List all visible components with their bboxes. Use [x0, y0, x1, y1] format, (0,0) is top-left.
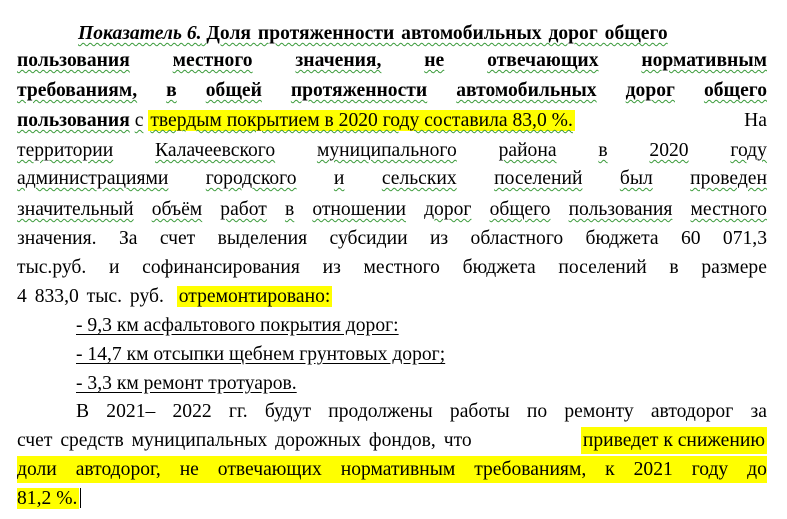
word: городского — [205, 168, 297, 189]
word: отношении — [312, 199, 406, 220]
word: ремонту — [564, 401, 634, 422]
highlight-repaired: отремонтировано: — [178, 286, 331, 307]
word: продолжены — [328, 401, 433, 422]
word: местного — [690, 199, 767, 220]
funds-text: счет средств муниципальных дорожных фондов, что — [17, 430, 472, 451]
word: не — [179, 459, 199, 480]
list-item-text: - 3,3 км ремонт тротуаров. — [76, 373, 297, 394]
word: значения, — [295, 50, 382, 71]
word: в — [598, 140, 608, 161]
word: году — [730, 140, 767, 161]
line4-tail: На — [744, 110, 767, 131]
paragraph2-line-3 — [17, 196, 767, 223]
paragraph2-line-6 — [17, 283, 767, 310]
word: отвечающих — [217, 459, 322, 480]
word: общего — [489, 199, 551, 220]
word: 2021– — [106, 401, 156, 422]
word: и — [108, 257, 120, 278]
word: по — [526, 401, 548, 422]
amount-text: 4 833,0 тыс. руб. — [17, 286, 164, 307]
list-item-text: - 14,7 км отсыпки щебнем грунтовых дорог; — [76, 344, 446, 365]
word: территории — [17, 140, 114, 161]
word: дорог — [625, 80, 675, 101]
paragraph2-line-5 — [17, 254, 767, 281]
word: нормативным — [340, 459, 456, 480]
word: муниципального — [316, 140, 457, 161]
paragraph1-line-3 — [17, 77, 767, 104]
text-cursor — [80, 488, 81, 508]
word: гг. — [228, 401, 248, 422]
paragraph3-line-4 — [17, 485, 767, 512]
word: выделения — [217, 228, 308, 249]
word: за — [750, 401, 767, 422]
word: дорог — [424, 199, 472, 220]
word: пользования — [17, 50, 130, 71]
word: счет — [159, 228, 196, 249]
paragraph1-line-1 — [78, 20, 767, 47]
paragraph2-line-2 — [17, 165, 767, 192]
word: сельских — [381, 168, 457, 189]
word: требованиям, — [474, 459, 587, 480]
word: бюджета — [462, 257, 536, 278]
word: из — [322, 257, 341, 278]
word: до — [747, 459, 767, 480]
paragraph1-line-2 — [17, 47, 767, 74]
list-item — [76, 312, 787, 339]
word: не — [424, 50, 445, 71]
word: района — [498, 140, 557, 161]
word: объём — [151, 199, 203, 220]
paragraph2-line-1 — [17, 137, 767, 164]
word: местного — [363, 257, 440, 278]
word: 2022 — [172, 401, 212, 422]
bold-usage-word: пользования — [17, 110, 130, 131]
word: областного — [470, 228, 564, 249]
word: бюджета — [585, 228, 659, 249]
word: поселений — [494, 168, 583, 189]
indicator-label: Показатель 6. — [78, 23, 202, 44]
word: субсидии — [329, 228, 408, 249]
word: году — [691, 459, 729, 480]
highlight-target-value: 81,2 %. — [17, 488, 78, 509]
paragraph3-line-2 — [17, 427, 767, 454]
word: автодорог — [650, 401, 734, 422]
word: нормативным — [641, 50, 767, 71]
word: и — [333, 168, 345, 189]
word: протяженности — [290, 80, 428, 101]
list-item — [76, 341, 787, 368]
word: 60 — [680, 228, 701, 249]
word: проведен — [690, 168, 767, 189]
word: автомобильных — [456, 80, 597, 101]
word: был — [619, 168, 653, 189]
word: общей — [205, 80, 262, 101]
word: пользования — [568, 199, 673, 220]
word: работ — [220, 199, 267, 220]
word: поселений — [558, 257, 647, 278]
indicator-title-part: Доля протяженности автомобильных дорог общего — [206, 23, 668, 44]
word: размере — [701, 257, 767, 278]
word: 2020 — [649, 140, 689, 161]
word: значительный — [17, 199, 134, 220]
word: автодорог, — [75, 459, 161, 480]
word: В — [76, 401, 90, 422]
paragraph2-line-4 — [17, 225, 767, 252]
word: доли — [17, 459, 57, 480]
paragraph3-line-1 — [76, 398, 767, 425]
word: в — [669, 257, 679, 278]
highlight-reduction: приведет к снижению — [581, 427, 767, 454]
paragraph1-line-4 — [17, 107, 767, 134]
paragraph3-line-3 — [17, 456, 767, 483]
word: отвечающих — [487, 50, 599, 71]
word: требованиям, — [17, 80, 138, 101]
highlight-coverage-value: твердым покрытием в 2020 году составила 83,0 %. — [150, 110, 573, 131]
word: из — [429, 228, 449, 249]
word: администрациями — [17, 168, 169, 189]
plain-with: с — [134, 110, 144, 131]
word: к — [605, 459, 615, 480]
word: местного — [172, 50, 253, 71]
word: софинансирования — [142, 257, 300, 278]
word: значения. — [17, 228, 97, 249]
word: в — [284, 199, 295, 220]
list-item-text: - 9,3 км асфальтового покрытия дорог: — [76, 315, 399, 336]
word: Калачеевского — [155, 140, 276, 161]
word: общего — [703, 80, 767, 101]
word: работы — [449, 401, 510, 422]
word: За — [118, 228, 138, 249]
word: тыс.руб. — [17, 257, 87, 278]
list-item — [76, 370, 787, 397]
word: в — [166, 80, 177, 101]
word: 2021 — [633, 459, 673, 480]
word: будут — [264, 401, 312, 422]
word: 071,3 — [722, 228, 767, 249]
